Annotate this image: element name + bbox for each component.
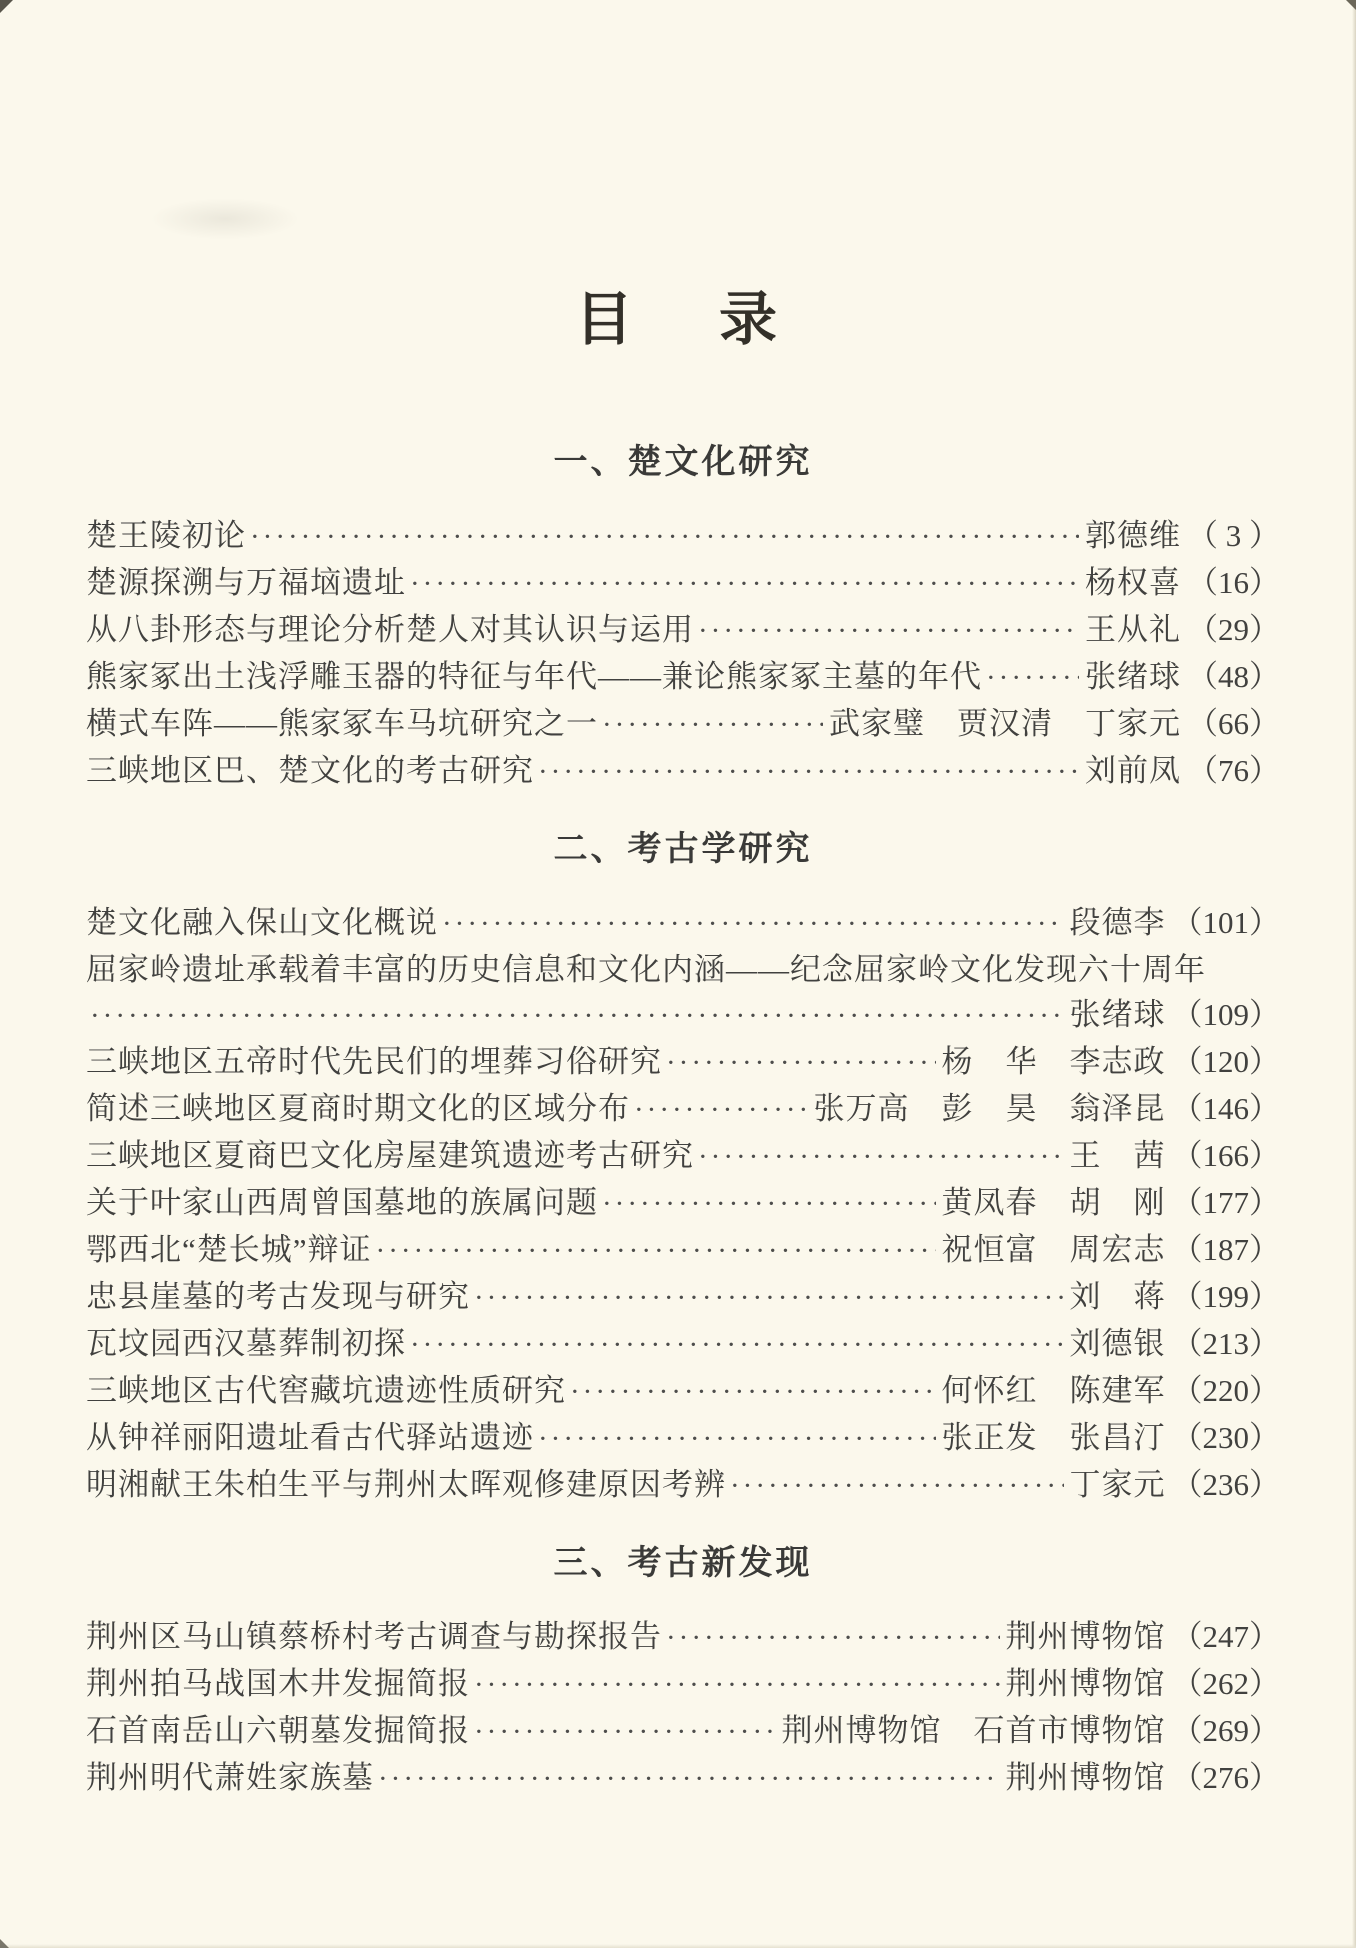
entry-authors: 郭德维 <box>1085 518 1181 553</box>
toc-entry <box>86 1708 1280 1755</box>
dot-leader <box>602 1180 936 1227</box>
entry-authors: 荆州博物馆 <box>1005 1666 1166 1701</box>
entry-title: 忠县崖墓的考古发现与研究 <box>86 1279 470 1314</box>
toc-sections <box>86 434 1280 1802</box>
dot-leader <box>698 607 1079 654</box>
entry-authors: 刘前凤 <box>1085 753 1181 788</box>
toc-entry <box>86 1039 1280 1086</box>
dot-leader <box>442 900 1064 947</box>
section-entries <box>86 513 1280 795</box>
toc-entry <box>86 1462 1280 1509</box>
page-title: 目 录 <box>574 287 791 352</box>
entry-authors: 荆州博物馆 <box>1005 1619 1166 1654</box>
entry-page-number: （29） <box>1187 612 1280 647</box>
toc-entry <box>86 560 1280 607</box>
entry-authors: 祝恒富 周宏志 <box>941 1232 1166 1267</box>
entry-page-number: （230） <box>1171 1420 1280 1455</box>
entry-title: 屈家岭遗址承载着丰富的历史信息和文化内涵——纪念屈家岭文化发现六十周年 <box>86 952 1206 987</box>
entry-title: 三峡地区夏商巴文化房屋建筑遗迹考古研究 <box>86 1138 694 1173</box>
dot-leader <box>570 1368 936 1415</box>
entry-page-number: （76） <box>1187 753 1280 788</box>
dot-leader <box>378 1755 1000 1802</box>
dot-leader <box>376 1227 936 1274</box>
dot-leader <box>730 1462 1064 1509</box>
toc-entry <box>86 1368 1280 1415</box>
entry-authors: 丁家元 <box>1069 1467 1166 1502</box>
entry-authors: 杨权喜 <box>1085 565 1181 600</box>
toc-entry <box>86 1614 1280 1661</box>
toc-section <box>86 821 1280 1509</box>
toc-entry <box>86 1415 1280 1462</box>
entry-authors: 荆州博物馆 <box>1005 1760 1166 1795</box>
entry-authors: 黄凤春 胡 刚 <box>941 1185 1166 1220</box>
entry-page-number: （16） <box>1187 565 1280 600</box>
toc-entry <box>86 992 1280 1039</box>
entry-title: 关于叶家山西周曾国墓地的族属问题 <box>86 1185 598 1220</box>
dot-leader <box>90 992 1064 1039</box>
entry-page-number: （177） <box>1171 1185 1280 1220</box>
entry-title: 楚文化融入保山文化概说 <box>86 905 438 940</box>
entry-title: 明湘献王朱柏生平与荆州太晖观修建原因考辨 <box>86 1467 726 1502</box>
toc-entry <box>86 654 1280 701</box>
entry-title: 从八卦形态与理论分析楚人对其认识与运用 <box>86 612 694 647</box>
entry-authors: 段德李 <box>1069 905 1166 940</box>
toc-entry <box>86 513 1280 560</box>
entry-authors: 张万高 彭 昊 翁泽昆 <box>813 1091 1166 1126</box>
entry-page-number: （146） <box>1171 1091 1280 1126</box>
entry-title: 熊家冢出土浅浮雕玉器的特征与年代——兼论熊家冢主墓的年代 <box>86 659 982 694</box>
dot-leader <box>474 1274 1064 1321</box>
section-heading: 一、楚文化研究 <box>553 443 813 481</box>
toc-entry <box>86 1321 1280 1368</box>
section-entries <box>86 1614 1280 1802</box>
toc-entry <box>86 748 1280 795</box>
toc-entry <box>86 1755 1280 1802</box>
entry-page-number: （120） <box>1171 1044 1280 1079</box>
dot-leader <box>602 701 823 748</box>
section-heading: 二、考古学研究 <box>553 830 813 868</box>
entry-title: 从钟祥丽阳遗址看古代驿站遗迹 <box>86 1420 534 1455</box>
scan-edge-bottom <box>0 1944 1356 1948</box>
entry-title: 瓦坟园西汉墓葬制初探 <box>86 1326 406 1361</box>
entry-authors: 武家璧 贾汉清 丁家元 <box>829 706 1181 741</box>
dot-leader <box>666 1039 936 1086</box>
dot-leader <box>410 1321 1064 1368</box>
toc-entry <box>86 1661 1280 1708</box>
entry-authors: 刘德银 <box>1069 1326 1166 1361</box>
entry-title: 荆州明代萧姓家族墓 <box>86 1760 374 1795</box>
entry-authors: 荆州博物馆 石首市博物馆 <box>781 1713 1166 1748</box>
dot-leader <box>698 1133 1064 1180</box>
dot-leader <box>474 1661 1000 1708</box>
entry-title: 荆州拍马战国木井发掘简报 <box>86 1666 470 1701</box>
entry-authors: 刘 蒋 <box>1069 1279 1166 1314</box>
entry-page-number: （220） <box>1171 1373 1280 1408</box>
dot-leader <box>250 513 1079 560</box>
entry-page-number: （187） <box>1171 1232 1280 1267</box>
entry-title: 鄂西北“楚长城”辩证 <box>86 1232 372 1267</box>
toc-entry <box>86 607 1280 654</box>
dot-leader <box>666 1614 1000 1661</box>
entry-authors: 张绪球 <box>1085 659 1181 694</box>
scan-corner-bottom-left <box>0 1939 9 1948</box>
entry-title: 三峡地区巴、楚文化的考古研究 <box>86 753 534 788</box>
entry-authors: 王从礼 <box>1085 612 1181 647</box>
entry-page-number: （166） <box>1171 1138 1280 1173</box>
entry-page-number: （269） <box>1171 1713 1280 1748</box>
entry-authors: 张绪球 <box>1069 997 1166 1032</box>
entry-title: 楚源探溯与万福垴遗址 <box>86 565 406 600</box>
entry-page-number: （247） <box>1171 1619 1280 1654</box>
entry-title: 三峡地区古代窖藏坑遗迹性质研究 <box>86 1373 566 1408</box>
entry-authors: 王 茜 <box>1069 1138 1166 1173</box>
dot-leader <box>986 654 1079 701</box>
entry-title: 简述三峡地区夏商时期文化的区域分布 <box>86 1091 630 1126</box>
toc-entry <box>86 701 1280 748</box>
entry-title: 楚王陵初论 <box>86 518 246 553</box>
entry-title: 石首南岳山六朝墓发掘简报 <box>86 1713 470 1748</box>
toc-entry <box>86 1274 1280 1321</box>
entry-page-number: （ 3 ） <box>1187 518 1280 553</box>
toc-entry <box>86 1086 1280 1133</box>
entry-page-number: （262） <box>1171 1666 1280 1701</box>
toc-section <box>86 434 1280 795</box>
dot-leader <box>538 748 1079 795</box>
toc-entry <box>86 1133 1280 1180</box>
entry-page-number: （276） <box>1171 1760 1280 1795</box>
entry-authors: 杨 华 李志政 <box>941 1044 1166 1079</box>
entry-authors: 何怀红 陈建军 <box>941 1373 1166 1408</box>
dot-leader <box>634 1086 808 1133</box>
entry-page-number: （199） <box>1171 1279 1280 1314</box>
entry-page-number: （236） <box>1171 1467 1280 1502</box>
toc-entry <box>86 1227 1280 1274</box>
entry-authors: 张正发 张昌汀 <box>941 1420 1166 1455</box>
entry-title: 荆州区马山镇蔡桥村考古调查与勘探报告 <box>86 1619 662 1654</box>
entry-title: 三峡地区五帝时代先民们的埋葬习俗研究 <box>86 1044 662 1079</box>
dot-leader <box>410 560 1079 607</box>
entry-page-number: （213） <box>1171 1326 1280 1361</box>
toc-entry <box>86 900 1280 947</box>
dot-leader <box>538 1415 936 1462</box>
toc-entry <box>86 947 1280 992</box>
section-entries <box>86 900 1280 1509</box>
entry-page-number: （109） <box>1171 997 1280 1032</box>
entry-page-number: （66） <box>1187 706 1280 741</box>
toc-section <box>86 1535 1280 1802</box>
entry-page-number: （101） <box>1171 905 1280 940</box>
dot-leader <box>474 1708 776 1755</box>
toc-entry <box>86 1180 1280 1227</box>
entry-title: 横式车阵——熊家冢车马坑研究之一 <box>86 706 598 741</box>
entry-page-number: （48） <box>1187 659 1280 694</box>
section-heading: 三、考古新发现 <box>553 1544 813 1582</box>
